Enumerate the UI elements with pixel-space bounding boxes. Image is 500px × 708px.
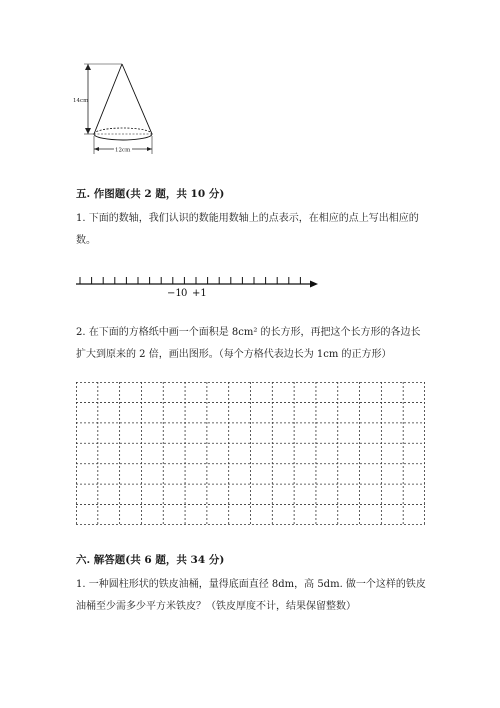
cone-height-label: 14cm — [73, 98, 89, 104]
cone-side-right — [122, 64, 152, 134]
number-line — [74, 268, 324, 304]
number-line-arrow — [310, 281, 318, 288]
cone-base-front-arc — [94, 134, 152, 140]
cone-diameter-arrow-left — [94, 147, 99, 151]
cone-diameter-label: 12cm — [115, 147, 131, 154]
section-6-title: 六. 解答题(共 6 题，共 34 分) — [76, 554, 225, 566]
number-line-label-pos1: +1 — [192, 288, 207, 299]
question-5-2-text: 2. 在下面的方格纸中画一个面积是 8cm² 的长方形，再把这个长方形的各边长扩大到原来的 2 倍，画出图形。（每个方格代表边长为 1cm 的正方形） — [76, 327, 421, 360]
square-grid-paper — [76, 382, 425, 525]
cone-height-arrow-top — [85, 64, 91, 70]
number-line-label-0: 0 — [181, 288, 188, 299]
question-6-1-text: 1. 一种圆柱形状的铁皮油桶，量得底面直径 8dm，高 5dm. 做一个这样的铁皮油桶至少需多少平方米铁皮？（铁皮厚度不计，结果保留整数） — [76, 579, 426, 612]
cone-side-left — [94, 64, 122, 134]
section-5-title: 五. 作图题(共 2 题，共 10 分) — [76, 188, 225, 200]
cone-base-back-arc — [94, 128, 152, 134]
question-5-1-text: 1. 下面的数轴，我们认识的数能用数轴上的点表示，在相应的点上写出相应的数。 — [76, 213, 419, 246]
cone-height-arrow-bottom — [85, 128, 91, 134]
cone-diameter-arrow-right — [147, 147, 152, 151]
cone-figure — [70, 52, 180, 164]
number-line-label-neg1: −1 — [167, 288, 182, 299]
